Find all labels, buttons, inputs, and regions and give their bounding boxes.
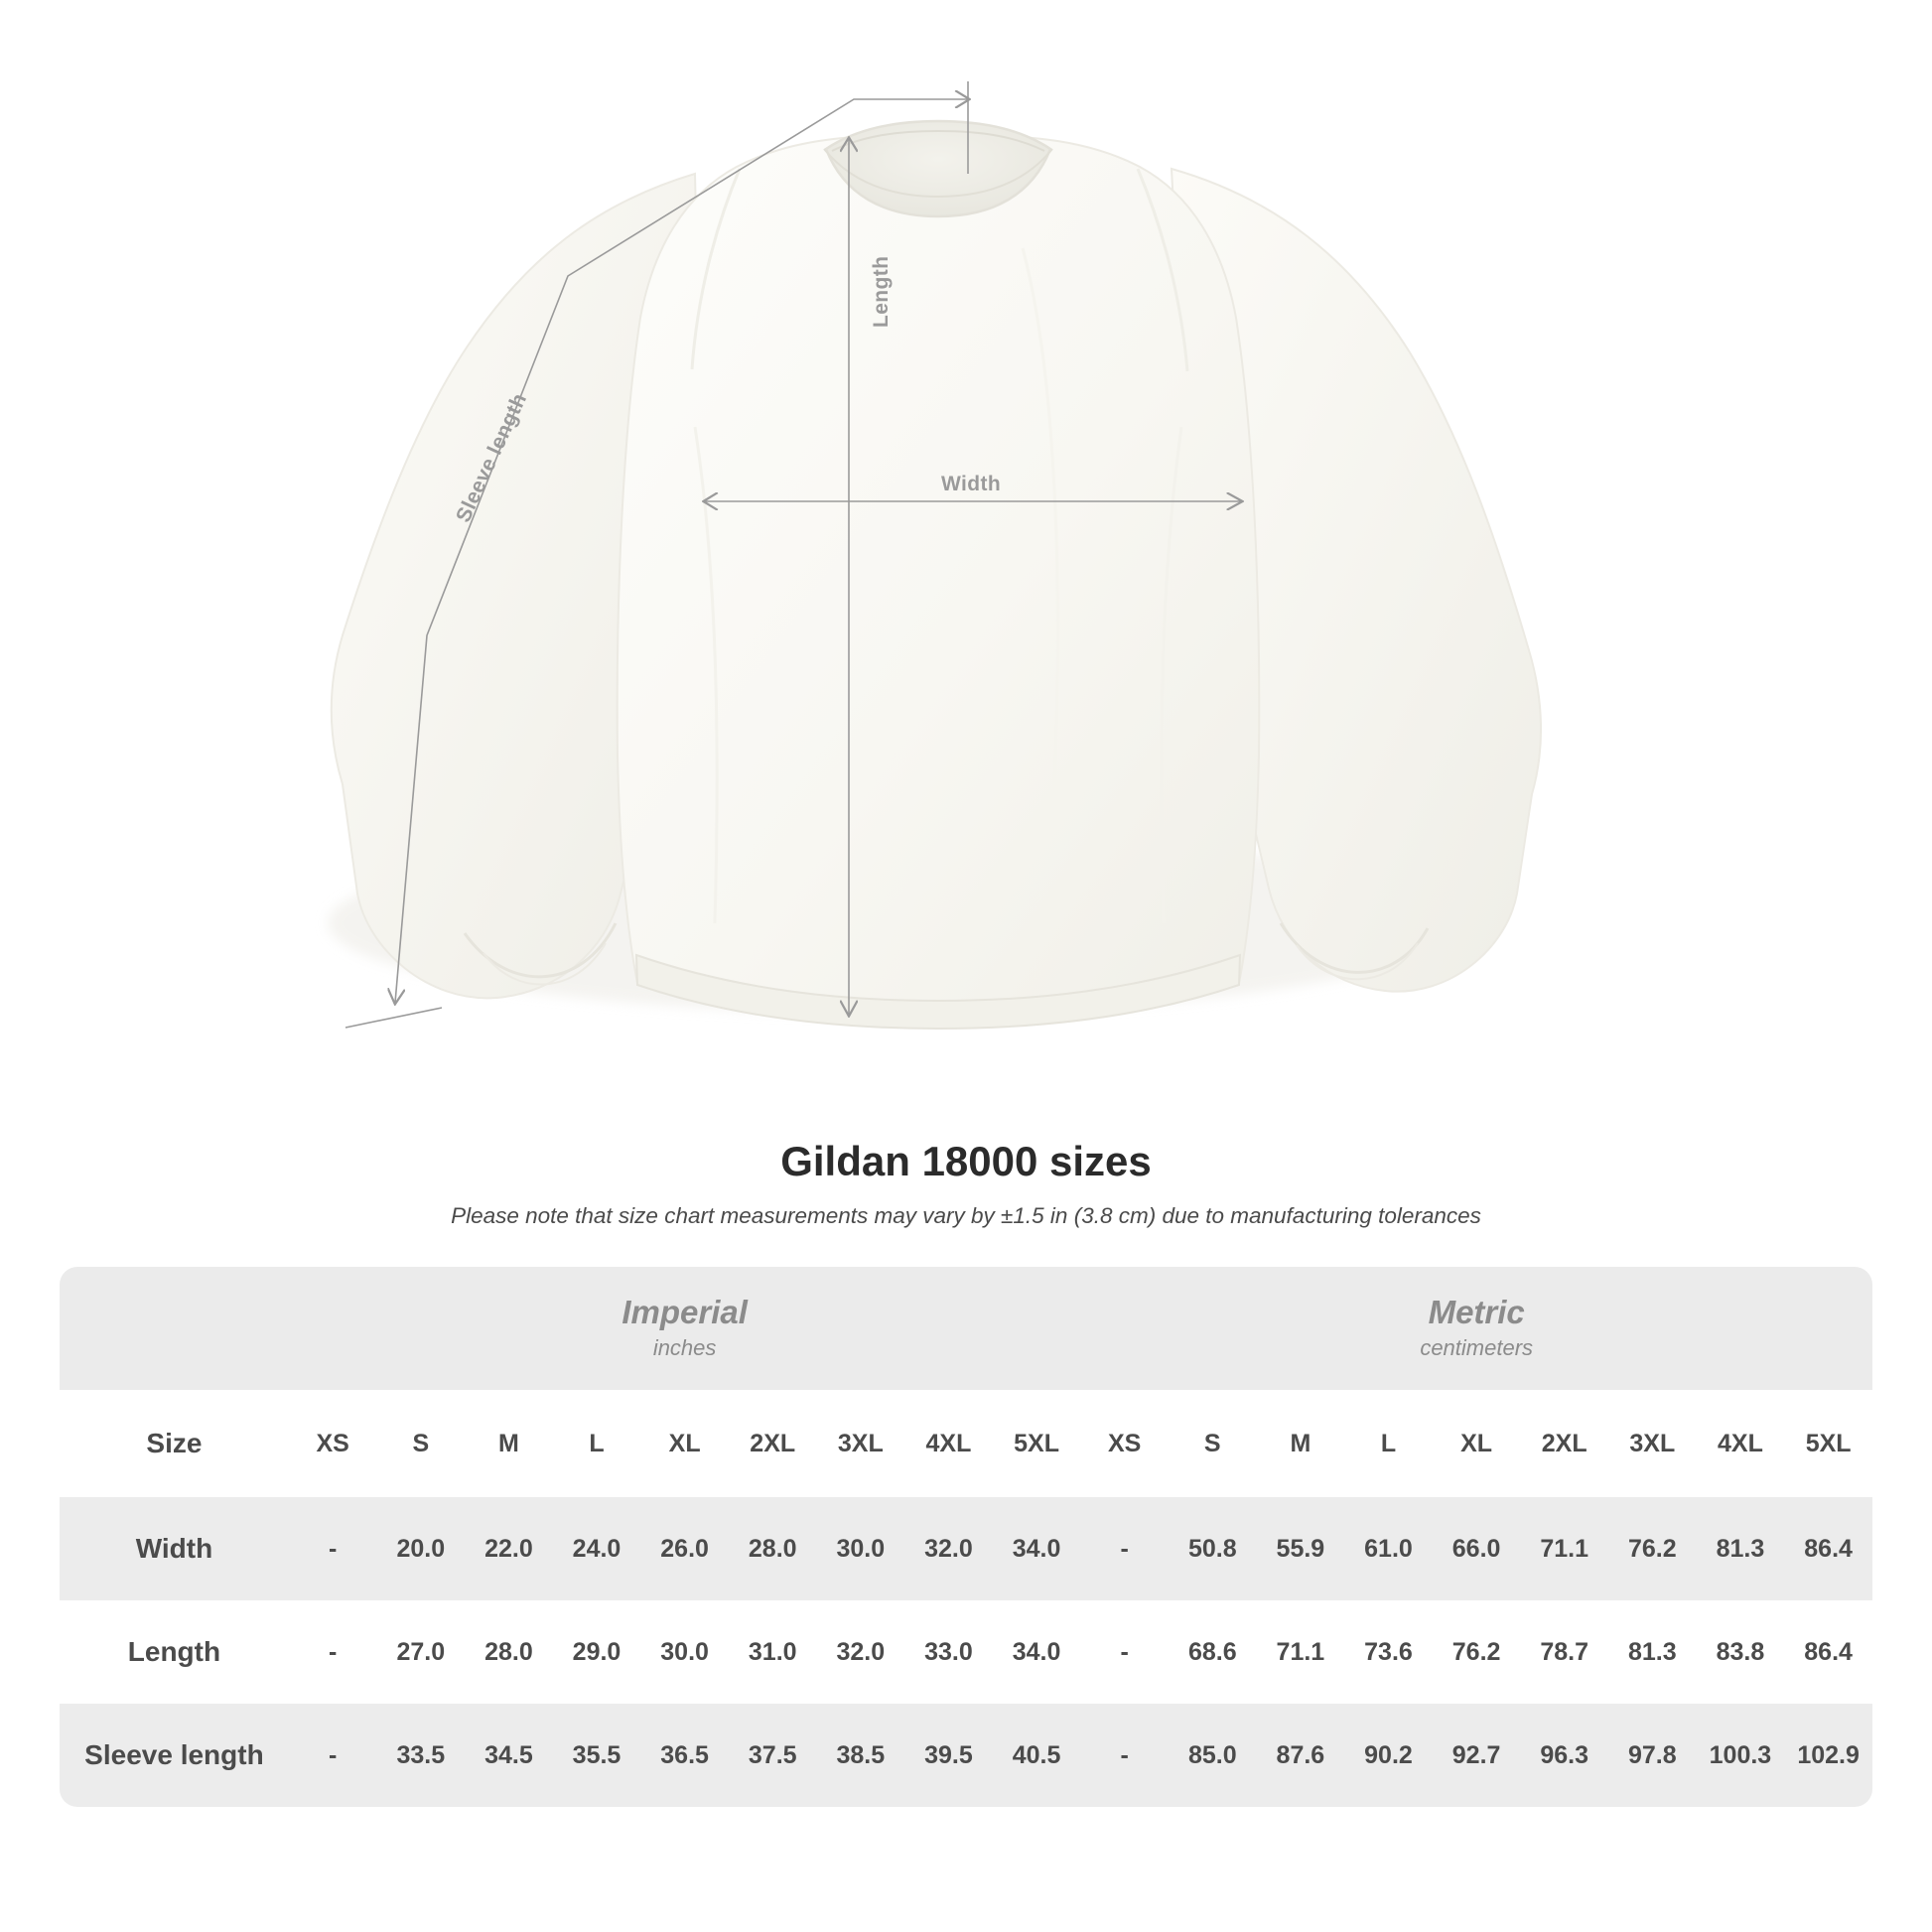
width-imperial-s: 20.0 <box>376 1497 465 1600</box>
sleeve-imperial-m: 34.5 <box>465 1704 553 1807</box>
length-metric-3xl: 81.3 <box>1608 1600 1697 1704</box>
length-dimension-label: Length <box>870 255 893 328</box>
width-metric-5xl: 86.4 <box>1784 1497 1872 1600</box>
row-label-sleeve-length: Sleeve length <box>60 1704 289 1807</box>
length-imperial-4xl: 33.0 <box>904 1600 993 1704</box>
size-header-metric-l: L <box>1344 1390 1433 1497</box>
width-imperial-2xl: 28.0 <box>729 1497 817 1600</box>
length-imperial-xl: 30.0 <box>640 1600 729 1704</box>
length-imperial-s: 27.0 <box>376 1600 465 1704</box>
unit-spacer-cell <box>60 1267 289 1390</box>
page-title: Gildan 18000 sizes <box>780 1138 1152 1184</box>
width-imperial-xs: - <box>289 1497 377 1600</box>
size-header-imperial-l: L <box>553 1390 641 1497</box>
sleeve-imperial-xs: - <box>289 1704 377 1807</box>
length-metric-xl: 76.2 <box>1433 1600 1521 1704</box>
size-header-metric-xl: XL <box>1433 1390 1521 1497</box>
size-header-metric-2xl: 2XL <box>1520 1390 1608 1497</box>
width-imperial-5xl: 34.0 <box>993 1497 1081 1600</box>
size-header-imperial-4xl: 4XL <box>904 1390 993 1497</box>
row-label-length: Length <box>60 1600 289 1704</box>
size-header-metric-3xl: 3XL <box>1608 1390 1697 1497</box>
size-header-imperial-xl: XL <box>640 1390 729 1497</box>
sleeve-imperial-3xl: 38.5 <box>817 1704 905 1807</box>
length-imperial-m: 28.0 <box>465 1600 553 1704</box>
unit-metric-name: Metric <box>1428 1293 1525 1330</box>
sleeve-metric-m: 87.6 <box>1257 1704 1345 1807</box>
size-header-imperial-m: M <box>465 1390 553 1497</box>
width-imperial-l: 24.0 <box>553 1497 641 1600</box>
table-row-width <box>60 1497 1872 1600</box>
size-header-imperial-2xl: 2XL <box>729 1390 817 1497</box>
width-imperial-3xl: 30.0 <box>817 1497 905 1600</box>
sleeve-metric-xs: - <box>1080 1704 1169 1807</box>
length-metric-5xl: 86.4 <box>1784 1600 1872 1704</box>
length-metric-xs: - <box>1080 1600 1169 1704</box>
size-header-metric-4xl: 4XL <box>1697 1390 1785 1497</box>
size-header-metric-m: M <box>1257 1390 1345 1497</box>
size-header-imperial-xs: XS <box>289 1390 377 1497</box>
width-metric-2xl: 71.1 <box>1520 1497 1608 1600</box>
table-row-sleeve-length <box>60 1704 1872 1807</box>
length-imperial-l: 29.0 <box>553 1600 641 1704</box>
size-header-imperial-5xl: 5XL <box>993 1390 1081 1497</box>
sleeve-length-dimension-label: Sleeve length <box>452 389 532 526</box>
width-metric-xs: - <box>1080 1497 1169 1600</box>
length-metric-4xl: 83.8 <box>1697 1600 1785 1704</box>
width-imperial-4xl: 32.0 <box>904 1497 993 1600</box>
width-metric-l: 61.0 <box>1344 1497 1433 1600</box>
row-label-width: Width <box>60 1497 289 1600</box>
sleeve-metric-l: 90.2 <box>1344 1704 1433 1807</box>
tolerance-note: Please note that size chart measurements may vary by ±1.5 in (3.8 cm) due to manufacturing tolerances <box>451 1203 1481 1228</box>
unit-imperial-cell <box>289 1267 1080 1390</box>
size-header-row <box>60 1390 1872 1497</box>
length-imperial-5xl: 34.0 <box>993 1600 1081 1704</box>
title-block <box>0 1138 1932 1229</box>
size-header-imperial-s: S <box>376 1390 465 1497</box>
sleeve-imperial-s: 33.5 <box>376 1704 465 1807</box>
size-header-metric-xs: XS <box>1080 1390 1169 1497</box>
sleeve-metric-s: 85.0 <box>1169 1704 1257 1807</box>
sleeve-metric-3xl: 97.8 <box>1608 1704 1697 1807</box>
size-table <box>60 1267 1872 1807</box>
length-imperial-xs: - <box>289 1600 377 1704</box>
unit-metric-cell <box>1080 1267 1872 1390</box>
sleeve-metric-2xl: 96.3 <box>1520 1704 1608 1807</box>
width-metric-4xl: 81.3 <box>1697 1497 1785 1600</box>
size-header-metric-s: S <box>1169 1390 1257 1497</box>
unit-metric-sub: centimeters <box>1420 1335 1534 1361</box>
sleeve-imperial-5xl: 40.5 <box>993 1704 1081 1807</box>
sleeve-metric-4xl: 100.3 <box>1697 1704 1785 1807</box>
length-metric-s: 68.6 <box>1169 1600 1257 1704</box>
unit-imperial-name: Imperial <box>621 1293 748 1330</box>
length-imperial-3xl: 32.0 <box>817 1600 905 1704</box>
length-metric-2xl: 78.7 <box>1520 1600 1608 1704</box>
sleeve-imperial-2xl: 37.5 <box>729 1704 817 1807</box>
length-metric-l: 73.6 <box>1344 1600 1433 1704</box>
width-metric-m: 55.9 <box>1257 1497 1345 1600</box>
size-header-imperial-3xl: 3XL <box>817 1390 905 1497</box>
length-metric-m: 71.1 <box>1257 1600 1345 1704</box>
sleeve-metric-5xl: 102.9 <box>1784 1704 1872 1807</box>
size-table-wrapper <box>60 1267 1872 1807</box>
sleeve-imperial-l: 35.5 <box>553 1704 641 1807</box>
table-row-length <box>60 1600 1872 1704</box>
width-dimension-label: Width <box>941 473 1002 495</box>
width-imperial-m: 22.0 <box>465 1497 553 1600</box>
width-metric-3xl: 76.2 <box>1608 1497 1697 1600</box>
size-header-label: Size <box>60 1390 289 1497</box>
width-metric-s: 50.8 <box>1169 1497 1257 1600</box>
length-imperial-2xl: 31.0 <box>729 1600 817 1704</box>
width-metric-xl: 66.0 <box>1433 1497 1521 1600</box>
sleeve-imperial-xl: 36.5 <box>640 1704 729 1807</box>
width-imperial-xl: 26.0 <box>640 1497 729 1600</box>
unit-imperial-sub: inches <box>652 1335 717 1361</box>
sleeve-metric-xl: 92.7 <box>1433 1704 1521 1807</box>
unit-header-row <box>60 1267 1872 1390</box>
sleeve-imperial-4xl: 39.5 <box>904 1704 993 1807</box>
size-header-metric-5xl: 5XL <box>1784 1390 1872 1497</box>
